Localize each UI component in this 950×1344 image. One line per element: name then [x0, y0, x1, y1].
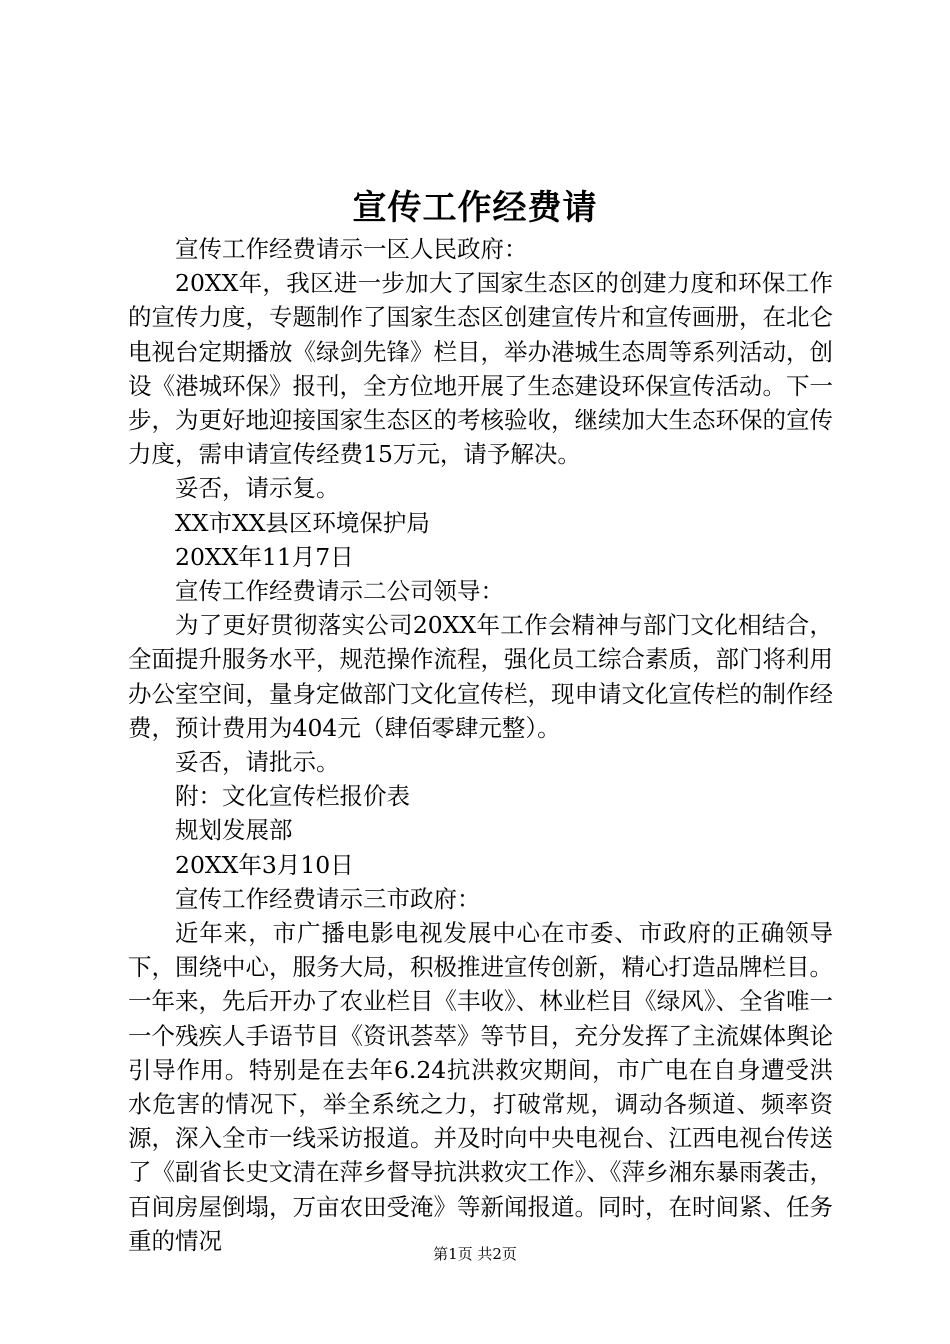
paragraph-request-2-attachment: 附：文化宣传栏报价表	[175, 782, 410, 811]
paragraph-request-3-body: 近年来，市广播电影电视发展中心在市委、市政府的正确领导下，围绕中心，服务大局，积极推进宣传创新，精心打造品牌栏目。一年来，先后开办了农业栏目《丰收》、林业栏目《绿风》、全省唯一一个残疾人手语节目《资讯荟萃》等节目，充分发挥了主流媒体舆论引导作用。特别是在去年6.24抗洪救灾期间，市广电在自身遭受洪水危害的情况下，举全系统之力，打破常规，调动各频道、频率资源，深入全市一线采访报道。并及时向中央电视台、江西电视台传送了《副省长史文清在萍乡督导抗洪救灾工作》、《萍乡湘东暴雨袭击，百间房屋倒塌，万亩农田受淹》等新闻报道。同时，在时间紧、任务重的情况	[128, 919, 833, 1255]
paragraph-request-2-sender: 规划发展部	[175, 816, 293, 845]
paragraph-salutation-1: 宣传工作经费请示一区人民政府：	[175, 235, 528, 263]
paragraph-request-1-closing: 妥否，请示复。	[175, 474, 340, 503]
paragraph-request-2-closing: 妥否，请批示。	[175, 748, 340, 777]
paragraph-request-2-body: 为了更好贯彻落实公司20XX年工作会精神与部门文化相结合，全面提升服务水平，规范操作流程，强化员工综合素质，部门将利用办公室空间，量身定做部门文化宣传栏，现申请文化宣传栏的制作经费，预计费用为404元（肆佰零肆元整）。	[128, 611, 833, 742]
paragraph-salutation-3: 宣传工作经费请示三市政府：	[175, 884, 481, 913]
paragraph-request-1-date: 20XX年11月7日	[175, 542, 354, 571]
document-title: 宣传工作经费请	[352, 188, 598, 228]
document-body	[128, 232, 833, 1258]
paragraph-request-1-body: 20XX年，我区进一步加大了国家生态区的创建力度和环保工作的宣传力度，专题制作了国家生态区创建宣传片和宣传画册，在北仑电视台定期播放《绿剑先锋》栏目，举办港城生态周等系列活动，创设《港城环保》报刊，全方位地开展了生态建设环保宣传活动。下一步，为更好地迎接国家生态区的考核验收，继续加大生态环保的宣传力度，需申请宣传经费15万元，请予解决。	[128, 269, 833, 469]
paragraph-request-1-sender: XX市XX县区环境保护局	[175, 508, 430, 537]
paragraph-request-2-date: 20XX年3月10日	[175, 850, 354, 879]
page-footer: 第1页 共2页	[433, 1245, 517, 1263]
paragraph-salutation-2: 宣传工作经费请示二公司领导：	[175, 577, 504, 606]
